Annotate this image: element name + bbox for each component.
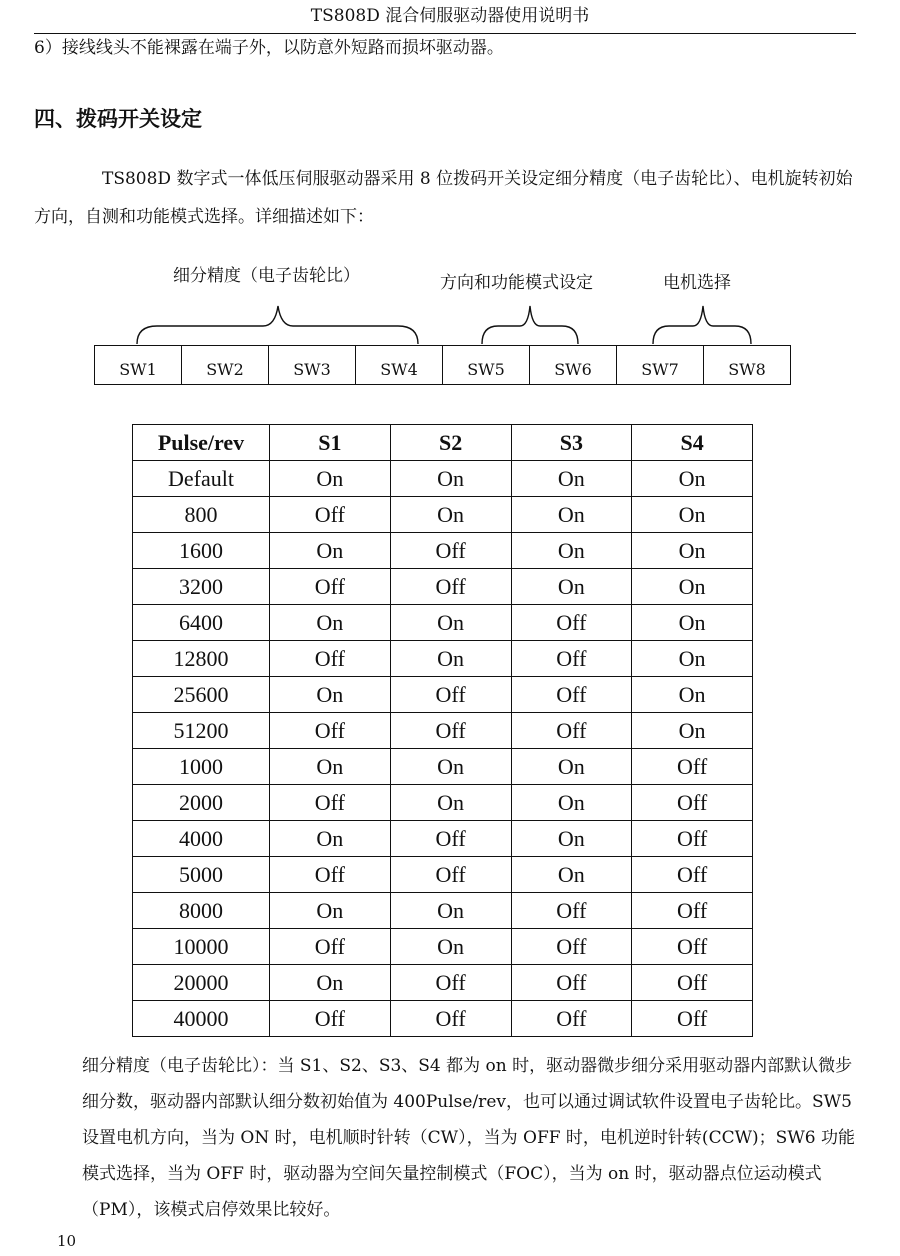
group-braces: [0, 0, 900, 400]
switch-state-cell: Off: [390, 857, 511, 893]
switch-state-cell: Off: [511, 605, 632, 641]
switch-state-cell: Off: [270, 785, 391, 821]
switch-state-cell: On: [270, 965, 391, 1001]
direction-mode-brace: [482, 306, 578, 344]
switch-state-cell: On: [511, 749, 632, 785]
switch-sw6: SW6: [530, 346, 617, 384]
page-number: 10: [57, 1232, 77, 1250]
switch-state-cell: Off: [390, 677, 511, 713]
column-header: Pulse/rev: [133, 425, 270, 461]
switch-state-cell: Off: [390, 533, 511, 569]
switch-state-cell: On: [270, 677, 391, 713]
column-header: S3: [511, 425, 632, 461]
table-row: [133, 1001, 753, 1037]
switch-state-cell: Off: [270, 713, 391, 749]
switch-state-cell: Off: [270, 1001, 391, 1037]
switch-state-cell: Off: [511, 965, 632, 1001]
switch-state-cell: On: [511, 497, 632, 533]
table-row: [133, 893, 753, 929]
switch-state-cell: On: [270, 605, 391, 641]
pulse-value-cell: 10000: [133, 929, 270, 965]
table-row: [133, 569, 753, 605]
motor-group-label: 电机选择: [663, 273, 731, 293]
table-row: [133, 461, 753, 497]
switch-state-cell: On: [390, 749, 511, 785]
switch-state-cell: On: [270, 749, 391, 785]
pulse-value-cell: 1600: [133, 533, 270, 569]
table-row: [133, 857, 753, 893]
switch-state-cell: On: [390, 929, 511, 965]
switch-state-cell: Off: [632, 893, 753, 929]
column-header: S4: [632, 425, 753, 461]
pulse-value-cell: 3200: [133, 569, 270, 605]
switch-state-cell: Off: [270, 641, 391, 677]
switch-sw1: SW1: [95, 346, 182, 384]
table-row: [133, 965, 753, 1001]
header-title: TS808D 混合伺服驱动器使用说明书: [310, 6, 590, 26]
table-row: [133, 821, 753, 857]
switch-state-cell: Off: [511, 713, 632, 749]
switch-state-cell: On: [632, 641, 753, 677]
pulse-value-cell: 5000: [133, 857, 270, 893]
switch-state-cell: Off: [632, 857, 753, 893]
switch-state-cell: Off: [511, 929, 632, 965]
table-row: [133, 713, 753, 749]
switch-sw7: SW7: [617, 346, 704, 384]
switch-state-cell: Off: [390, 713, 511, 749]
table-row: [133, 533, 753, 569]
switch-state-cell: On: [511, 785, 632, 821]
subdivision-brace: [137, 306, 418, 344]
section-heading: 四、拨码开关设定: [34, 107, 202, 131]
switch-sw3: SW3: [269, 346, 356, 384]
switch-state-cell: On: [632, 461, 753, 497]
switch-state-cell: On: [632, 605, 753, 641]
switch-state-cell: On: [511, 857, 632, 893]
table-row: [133, 677, 753, 713]
switch-state-cell: Off: [632, 821, 753, 857]
switch-state-cell: Off: [270, 929, 391, 965]
pulse-value-cell: Default: [133, 461, 270, 497]
switch-sw8: SW8: [728, 360, 766, 379]
pulse-value-cell: 51200: [133, 713, 270, 749]
pulse-value-cell: 800: [133, 497, 270, 533]
switch-state-cell: Off: [270, 569, 391, 605]
pulse-value-cell: 2000: [133, 785, 270, 821]
table-row: [133, 749, 753, 785]
pulse-value-cell: 20000: [133, 965, 270, 1001]
switch-state-cell: Off: [632, 749, 753, 785]
subdivision-group-label: 细分精度（电子齿轮比）: [173, 266, 360, 286]
switch-state-cell: On: [390, 893, 511, 929]
motor-brace: [653, 306, 751, 344]
switch-state-cell: On: [632, 533, 753, 569]
switch-state-cell: On: [270, 461, 391, 497]
intro-paragraph: TS808D 数字式一体低压伺服驱动器采用 8 位拨码开关设定细分精度（电子齿轮比）、电机旋转初始方向，自测和功能模式选择。详细描述如下：: [34, 169, 853, 227]
switch-state-cell: On: [390, 605, 511, 641]
pulse-value-cell: 8000: [133, 893, 270, 929]
switch-state-cell: Off: [270, 497, 391, 533]
switch-state-cell: Off: [511, 1001, 632, 1037]
switch-state-cell: Off: [511, 893, 632, 929]
switch-state-cell: On: [390, 461, 511, 497]
switch-state-cell: On: [511, 821, 632, 857]
pulse-value-cell: 25600: [133, 677, 270, 713]
switch-state-cell: On: [632, 497, 753, 533]
switch-state-cell: Off: [632, 785, 753, 821]
switch-state-cell: Off: [270, 857, 391, 893]
description-paragraph: 细分精度（电子齿轮比）：当 S1、S2、S3、S4 都为 on 时，驱动器微步细分采用驱动器内部默认微步细分数，驱动器内部默认细分数初始值为 400Pulse/rev，也可以通过调试软件设置电子齿轮比。SW5 设置电机方向，当为 ON 时，电机顺时针转（CW），当为 OFF 时，电机逆时针转(CCW)；SW6 功能模式选择，当为 OFF 时，驱动器为空间矢量控制模式（FOC），当为 on 时，驱动器点位运动模式（PM），该模式启停效果比较好。: [82, 1056, 856, 1220]
switch-state-cell: Off: [632, 929, 753, 965]
pulse-value-cell: 12800: [133, 641, 270, 677]
switch-state-cell: Off: [632, 1001, 753, 1037]
direction-mode-group-label: 方向和功能模式设定: [440, 273, 593, 293]
table-header-row: [133, 425, 753, 461]
switch-state-cell: On: [390, 497, 511, 533]
switch-state-cell: On: [270, 893, 391, 929]
wiring-note: 6）接线线头不能裸露在端子外，以防意外短路而损坏驱动器。: [34, 38, 504, 58]
switch-state-cell: On: [511, 461, 632, 497]
switch-state-cell: On: [390, 641, 511, 677]
pulse-value-cell: 4000: [133, 821, 270, 857]
switch-state-cell: On: [511, 533, 632, 569]
table-row: [133, 641, 753, 677]
table-row: [133, 785, 753, 821]
pulse-value-cell: 1000: [133, 749, 270, 785]
switch-sw2: SW2: [182, 346, 269, 384]
switch-strip: [94, 345, 791, 385]
column-header: S2: [390, 425, 511, 461]
table-row: [133, 497, 753, 533]
table-row: [133, 929, 753, 965]
switch-state-cell: Off: [632, 965, 753, 1001]
switch-state-cell: Off: [390, 569, 511, 605]
switch-state-cell: Off: [390, 821, 511, 857]
table-row: [133, 605, 753, 641]
switch-state-cell: On: [632, 713, 753, 749]
switch-state-cell: On: [390, 785, 511, 821]
switch-state-cell: Off: [390, 965, 511, 1001]
pulse-value-cell: 6400: [133, 605, 270, 641]
column-header: S1: [270, 425, 391, 461]
switch-state-cell: Off: [390, 1001, 511, 1037]
switch-state-cell: On: [270, 533, 391, 569]
switch-sw5: SW5: [443, 346, 530, 384]
switch-state-cell: On: [632, 677, 753, 713]
switch-state-cell: On: [511, 569, 632, 605]
pulse-setting-table: [132, 424, 753, 1037]
pulse-value-cell: 40000: [133, 1001, 270, 1037]
switch-sw4: SW4: [356, 346, 443, 384]
switch-state-cell: Off: [511, 677, 632, 713]
switch-state-cell: On: [270, 821, 391, 857]
switch-state-cell: Off: [511, 641, 632, 677]
switch-state-cell: On: [632, 569, 753, 605]
